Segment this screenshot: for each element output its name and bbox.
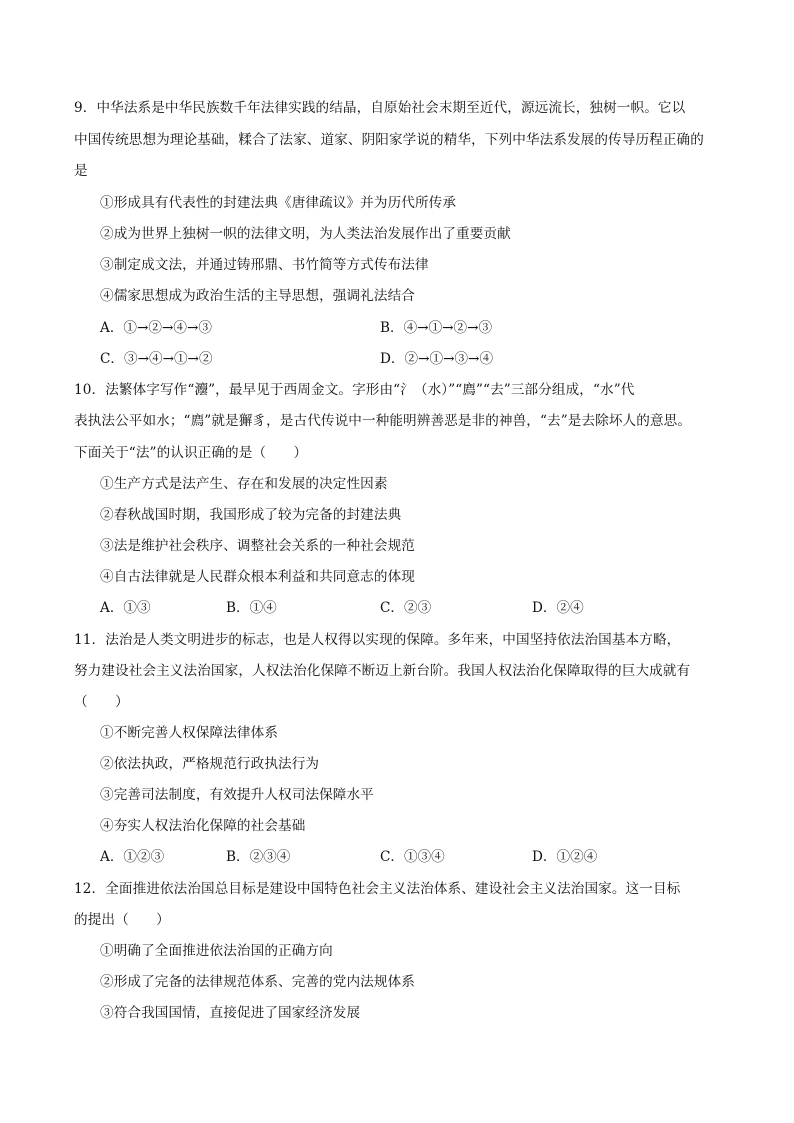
q9-stem-line-2: 中国传统思想为理论基础，糅合了法家、道家、阴阳家学说的精华，下列中华法系发展的传导历程正确的: [74, 132, 704, 148]
q10-option-c: C．②③: [380, 600, 432, 616]
q12-statement-1: ①明确了全面推进依法治国的正确方向: [100, 943, 333, 959]
q12-statement-2: ②形成了完备的法律规范体系、完善的党内法规体系: [100, 974, 415, 990]
q9-stem-line-3: 是: [74, 163, 88, 179]
q11-statement-1: ①不断完善人权保障法律体系: [100, 725, 279, 741]
q9-statement-2: ②成为世界上独树一帜的法律文明，为人类法治发展作出了重要贡献: [100, 226, 511, 242]
q9-option-c: C．③→④→①→②: [100, 351, 213, 367]
q12-stem-line-2: 的提出（ ）: [74, 912, 170, 928]
q9-option-d: D．②→①→③→④: [380, 351, 494, 367]
q10-statement-2: ②春秋战国时期，我国形成了较为完备的封建法典: [100, 507, 402, 523]
q10-option-b: B．①④: [226, 600, 277, 616]
q10-statement-1: ①生产方式是法产生、存在和发展的决定性因素: [100, 476, 388, 492]
q12-statement-3: ③符合我国国情，直接促进了国家经济发展: [100, 1005, 361, 1021]
q10-statement-4: ④自古法律就是人民群众根本利益和共同意志的体现: [100, 569, 415, 585]
q10-stem-line-2: 表执法公平如水；“廌”就是獬豸，是古代传说中一种能明辨善恶是非的神兽，“去”是去除坏人的意思。: [74, 413, 692, 429]
q11-option-a: A．①②③: [100, 849, 165, 865]
q9-option-b: B．④→①→②→③: [380, 320, 493, 336]
q9-stem-line-1: 9．中华法系是中华民族数千年法律实践的结晶，自原始社会末期至近代，源远流长，独树一帜。它以: [74, 100, 686, 116]
q11-option-b: B．②③④: [226, 849, 291, 865]
q9-option-a: A．①→②→④→③: [100, 320, 212, 336]
q11-option-c: C．①③④: [380, 849, 445, 865]
q10-stem-line-1: 10．法繁体字写作“灋”，最早见于西周金文。字形由“氵（水）”“廌”“去”三部分组成，“水”代: [74, 382, 635, 398]
q11-option-d: D．①②④: [532, 849, 598, 865]
q9-statement-3: ③制定成文法，并通过铸邢鼎、书竹简等方式传布法律: [100, 257, 429, 273]
q11-stem-line-1: 11．法治是人类文明进步的标志，也是人权得以实现的保障。多年来，中国坚持依法治国基本方略，: [74, 632, 681, 648]
q9-statement-4: ④儒家思想成为政治生活的主导思想，强调礼法结合: [100, 288, 415, 304]
q11-stem-line-2: 努力建设社会主义法治国家，人权法治化保障不断迈上新台阶。我国人权法治化保障取得的巨大成就有: [74, 663, 691, 679]
q12-stem-line-1: 12．全面推进依法治国总目标是建设中国特色社会主义法治体系、建设社会主义法治国家。这一目标: [74, 881, 681, 897]
q11-stem-line-3: （ ）: [74, 694, 129, 710]
q11-statement-4: ④夯实人权法治化保障的社会基础: [100, 818, 306, 834]
q10-option-d: D．②④: [532, 600, 584, 616]
q10-statement-3: ③法是维护社会秩序、调整社会关系的一种社会规范: [100, 538, 415, 554]
q11-statement-3: ③完善司法制度，有效提升人权司法保障水平: [100, 787, 374, 803]
q10-stem-line-3: 下面关于“法”的认识正确的是（ ）: [74, 445, 308, 461]
q9-statement-1: ①形成具有代表性的封建法典《唐律疏议》并为历代所传承: [100, 195, 457, 211]
q10-option-a: A．①③: [100, 600, 151, 616]
q11-statement-2: ②依法执政，严格规范行政执法行为: [100, 756, 320, 772]
